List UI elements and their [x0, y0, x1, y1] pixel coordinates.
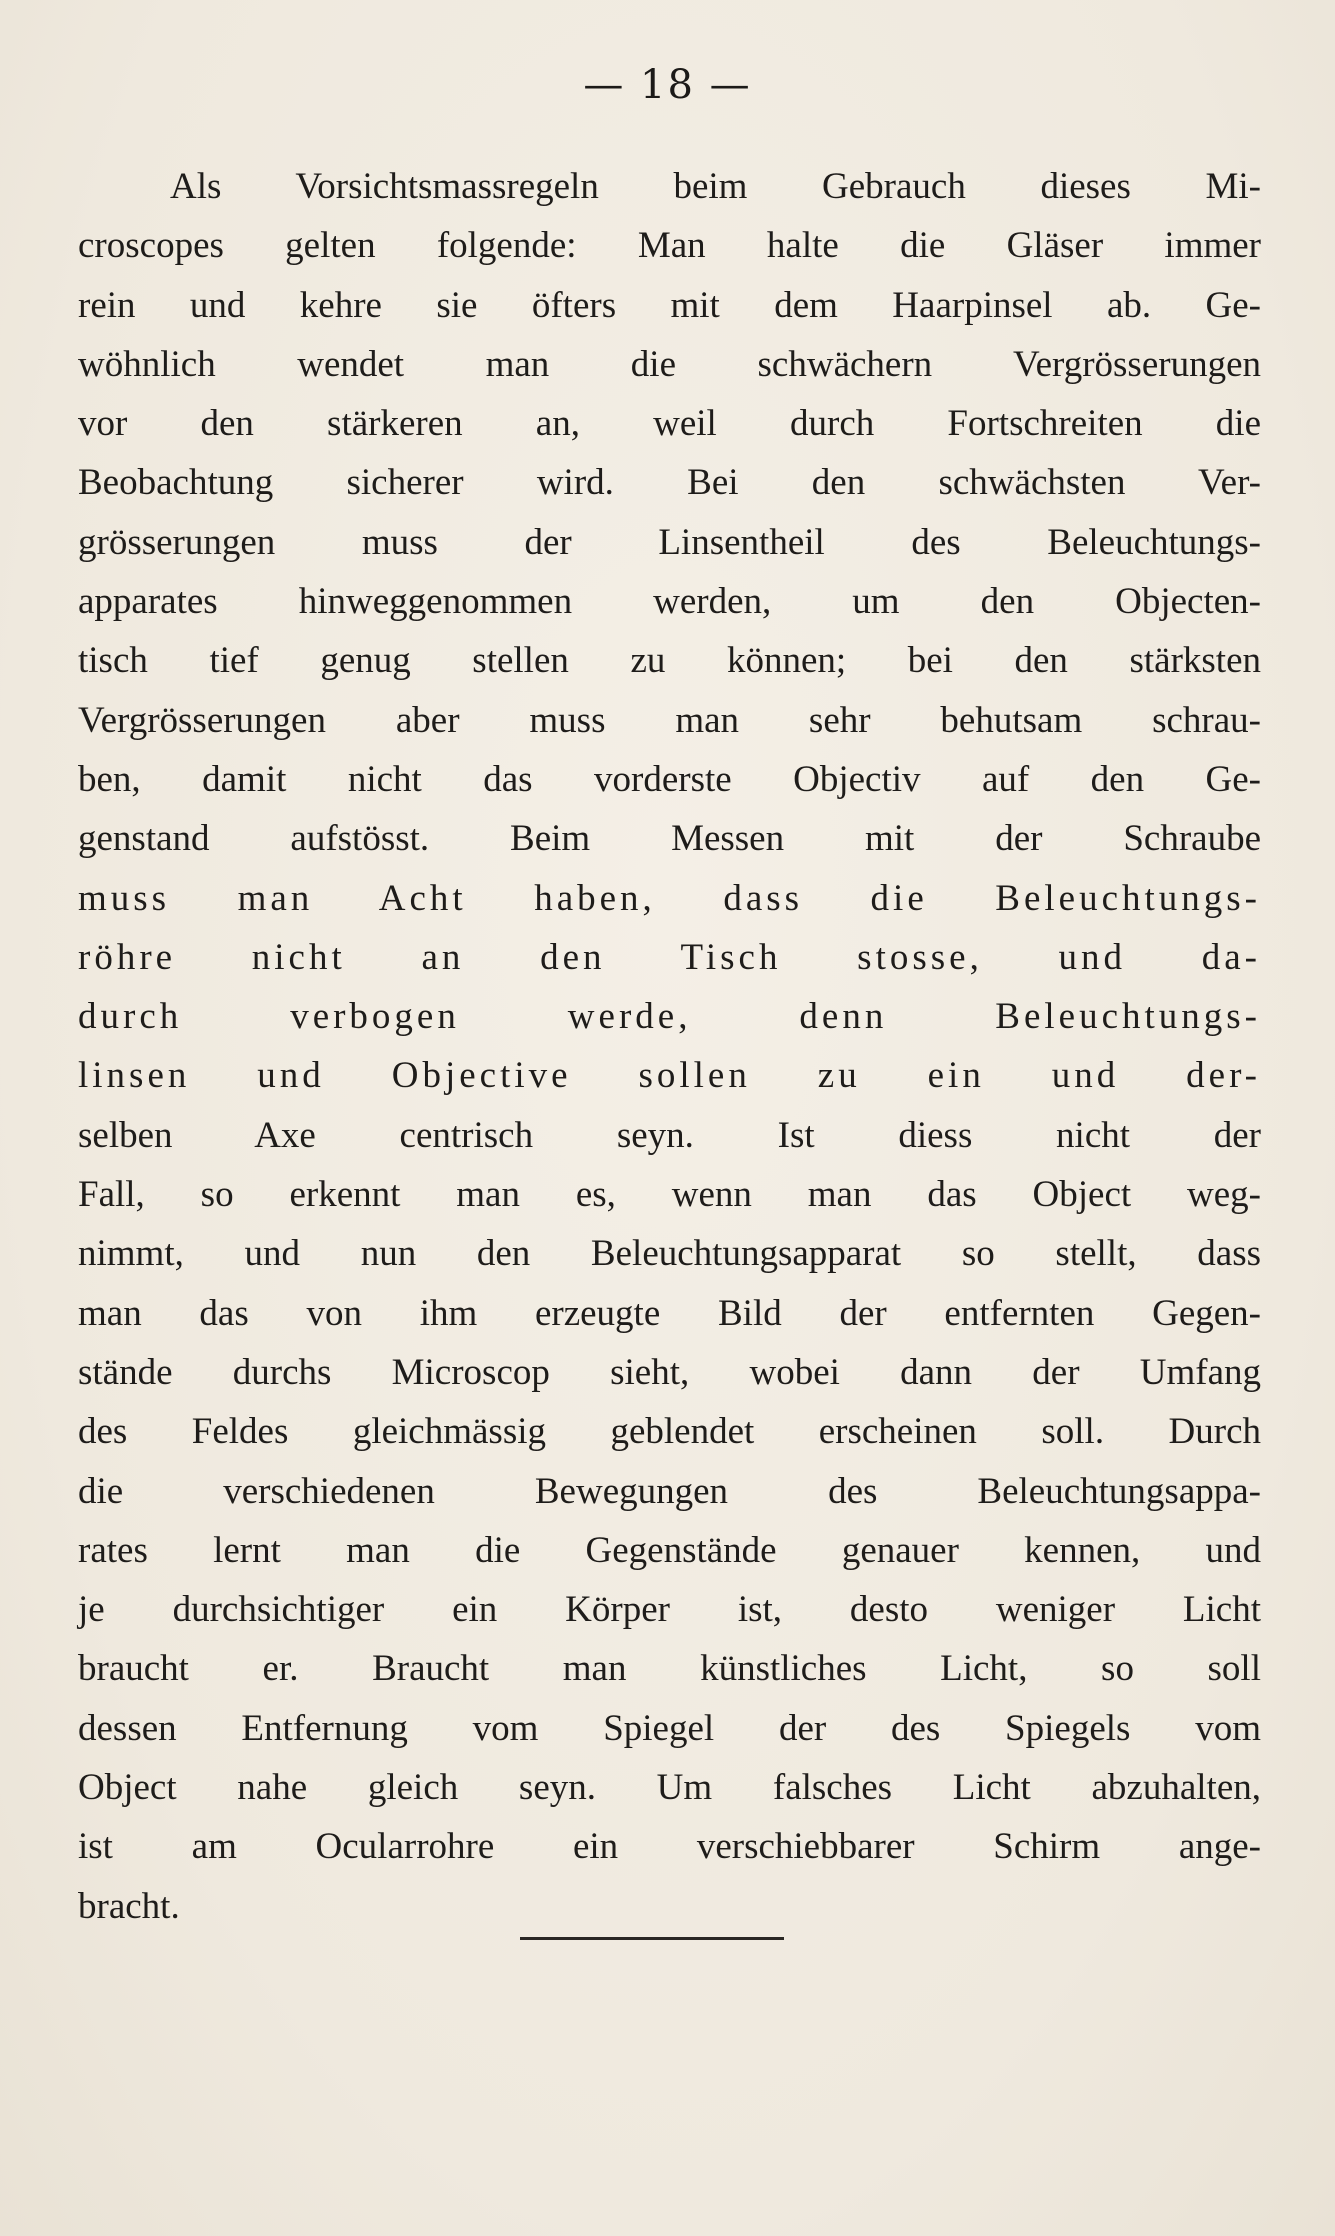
text-line: rates lernt man die Gegenstände genauer kennen, und — [78, 1529, 1261, 1571]
text-line: linsen und Objective sollen zu ein und der- — [78, 1055, 1261, 1097]
text-line: wöhnlich wendet man die schwächern Vergrösserungen — [78, 343, 1261, 385]
text-line: dessen Entfernung vom Spiegel der des Spiegels vom — [78, 1707, 1261, 1749]
text-line: des Feldes gleichmässig geblendet erscheinen soll. Durch — [78, 1411, 1261, 1453]
text-line: Als Vorsichtsmassregeln beim Gebrauch dieses Mi- — [170, 166, 1261, 207]
text-line: Beobachtung sicherer wird. Bei den schwächsten Ver- — [78, 462, 1261, 504]
text-line: Vergrösserungen aber muss man sehr behutsam schrau- — [78, 699, 1261, 741]
text-line: durch verbogen werde, denn Beleuchtungs- — [78, 996, 1261, 1038]
text-line: stände durchs Microscop sieht, wobei dann der Umfang — [78, 1351, 1261, 1393]
text-line: vor den stärkeren an, weil durch Fortschreiten die — [78, 403, 1261, 445]
text-line: grösserungen muss der Linsentheil des Beleuchtungs- — [78, 521, 1261, 563]
text-line: bracht. — [78, 1885, 180, 1927]
text-line: ist am Ocularrohre ein verschiebbarer Schirm ange- — [78, 1826, 1261, 1868]
body-text — [78, 157, 1261, 1936]
page-number: — 18 — — [583, 62, 752, 108]
closing-rule — [520, 1937, 784, 1940]
text-line: man das von ihm erzeugte Bild der entfernten Gegen- — [78, 1292, 1261, 1334]
text-line: Object nahe gleich seyn. Um falsches Licht abzuhalten, — [78, 1767, 1261, 1809]
text-line: selben Axe centrisch seyn. Ist diess nicht der — [78, 1114, 1261, 1156]
text-line: röhre nicht an den Tisch stosse, und da- — [78, 936, 1261, 978]
text-line: rein und kehre sie öfters mit dem Haarpinsel ab. Ge- — [78, 284, 1261, 326]
text-line: muss man Acht haben, dass die Beleuchtungs- — [78, 877, 1261, 919]
text-line: croscopes gelten folgende: Man halte die Gläser immer — [78, 225, 1261, 267]
text-line: genstand aufstösst. Beim Messen mit der Schraube — [78, 818, 1261, 860]
text-line: braucht er. Braucht man künstliches Licht, so soll — [78, 1648, 1261, 1690]
text-line: die verschiedenen Bewegungen des Beleuchtungsappa- — [78, 1470, 1261, 1512]
text-line: apparates hinweggenommen werden, um den Objecten- — [78, 581, 1261, 623]
text-line: nimmt, und nun den Beleuchtungsapparat so stellt, dass — [78, 1233, 1261, 1275]
text-line: je durchsichtiger ein Körper ist, desto weniger Licht — [78, 1589, 1261, 1631]
text-line: ben, damit nicht das vorderste Objectiv auf den Ge- — [78, 758, 1261, 800]
text-line: Fall, so erkennt man es, wenn man das Object weg- — [78, 1174, 1261, 1216]
text-line: tisch tief genug stellen zu können; bei den stärksten — [78, 640, 1261, 682]
